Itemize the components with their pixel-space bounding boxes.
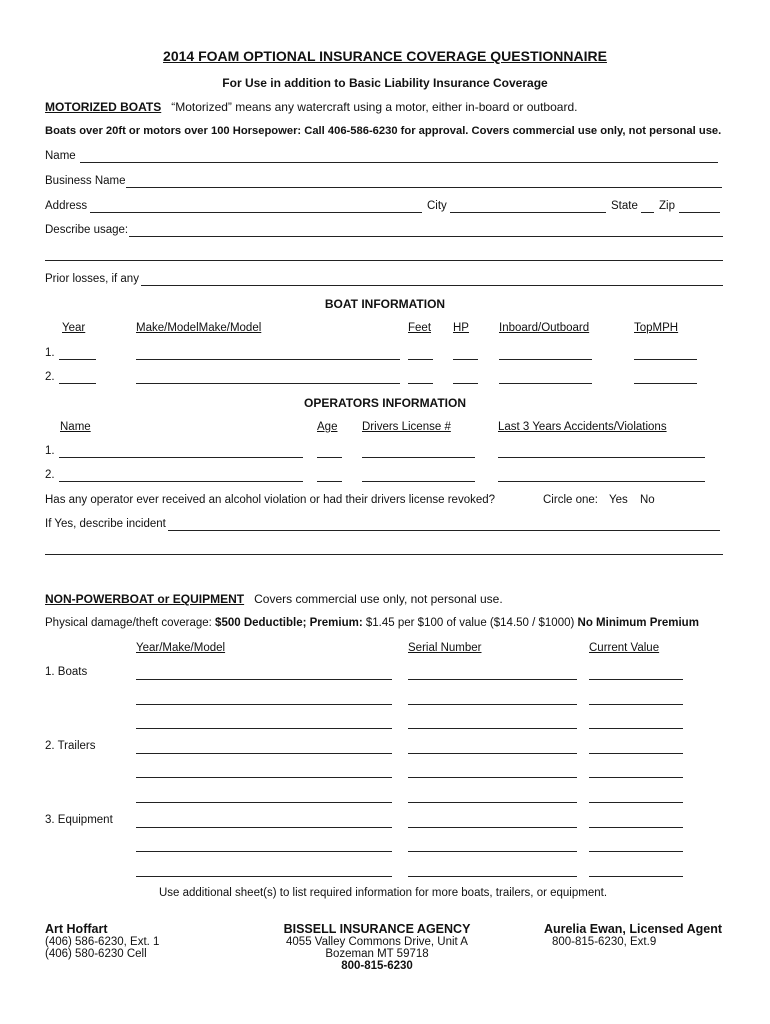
np-group-boats: 1. Boats xyxy=(45,666,88,678)
nonpower-heading: NON-POWERBOAT or EQUIPMENT xyxy=(45,592,245,606)
boat-1-topmph-field[interactable] xyxy=(634,359,697,360)
footer-agency-phone: 800-815-6230 xyxy=(341,960,413,972)
address-label: Address xyxy=(45,200,88,212)
boat-1-inboard-field[interactable] xyxy=(499,359,592,360)
boat-info-heading: BOAT INFORMATION xyxy=(324,297,446,311)
state-label: State xyxy=(611,200,638,212)
boat-row-1-label: 1. xyxy=(45,347,55,359)
boat-2-hp-field[interactable] xyxy=(453,383,478,384)
page-subtitle: For Use in addition to Basic Liability Insurance Coverage xyxy=(222,76,548,90)
prior-losses-field[interactable] xyxy=(141,285,723,286)
usage-field[interactable] xyxy=(129,236,723,237)
incident-field[interactable] xyxy=(168,530,720,531)
boat-2-feet-field[interactable] xyxy=(408,383,433,384)
np-trailers-serial-field-2[interactable] xyxy=(408,777,577,778)
np-equipment-value-field-2[interactable] xyxy=(589,851,683,852)
motorized-notice: Boats over 20ft or motors over 100 Horsepower: Call 406-586-6230 for approval. Covers commercial use only, not personal use. xyxy=(45,125,722,137)
circle-one-label: Circle one: xyxy=(543,494,598,506)
motorized-heading: MOTORIZED BOATS xyxy=(45,100,162,114)
np-group-trailers: 2. Trailers xyxy=(45,740,96,752)
footer-left-phone: (406) 586-6230, Ext. 1 xyxy=(45,936,160,948)
footer-agency-city: Bozeman MT 59718 xyxy=(325,948,429,960)
np-trailers-year-make-model-field-3[interactable] xyxy=(136,802,392,803)
op-1-age-field[interactable] xyxy=(317,457,342,458)
address-field[interactable] xyxy=(90,212,422,213)
usage-label: Describe usage: xyxy=(45,224,129,236)
np-trailers-year-make-model-field-2[interactable] xyxy=(136,777,392,778)
np-equipment-value-field-3[interactable] xyxy=(589,876,683,877)
boat-col-topmph: TopMPH xyxy=(634,322,679,334)
np-equipment-serial-field-3[interactable] xyxy=(408,876,577,877)
boat-2-year-field[interactable] xyxy=(59,383,96,384)
op-col-age: Age xyxy=(317,421,338,433)
incident-field-line-2[interactable] xyxy=(45,554,723,555)
op-col-accidents: Last 3 Years Accidents/Violations xyxy=(498,421,667,433)
footer-left-name: Art Hoffart xyxy=(45,922,108,936)
coverage-rate: $1.45 per $100 of value ($14.50 / $1000) xyxy=(362,617,578,629)
op-row-1-label: 1. xyxy=(45,445,55,457)
coverage-deductible: $500 Deductible; Premium: xyxy=(215,617,363,629)
answer-yes[interactable]: Yes xyxy=(609,494,628,506)
operators-heading: OPERATORS INFORMATION xyxy=(304,396,466,410)
additional-sheets-note: Use additional sheet(s) to list required information for more boats, trailers, or equipment. xyxy=(158,887,608,899)
np-col-serial: Serial Number xyxy=(408,642,482,654)
np-trailers-year-make-model-field-1[interactable] xyxy=(136,753,392,754)
boat-col-year: Year xyxy=(62,322,86,334)
page-title: 2014 FOAM OPTIONAL INSURANCE COVERAGE QUESTIONNAIRE xyxy=(163,48,607,64)
boat-col-make-model: Make/ModelMake/Model xyxy=(136,322,262,334)
np-trailers-value-field-1[interactable] xyxy=(589,753,683,754)
incident-label: If Yes, describe incident xyxy=(45,518,166,530)
state-field[interactable] xyxy=(641,212,654,213)
boat-col-hp: HP xyxy=(453,322,469,334)
np-boats-year-make-model-field-3[interactable] xyxy=(136,728,392,729)
np-boats-value-field-2[interactable] xyxy=(589,704,683,705)
np-trailers-serial-field-3[interactable] xyxy=(408,802,577,803)
boat-1-make-field[interactable] xyxy=(136,359,400,360)
np-boats-value-field-3[interactable] xyxy=(589,728,683,729)
usage-field-line-2[interactable] xyxy=(45,260,723,261)
np-boats-value-field-1[interactable] xyxy=(589,679,683,680)
boat-1-hp-field[interactable] xyxy=(453,359,478,360)
np-col-value: Current Value xyxy=(589,642,660,654)
footer-right-phone: 800-815-6230, Ext.9 xyxy=(552,936,657,948)
alcohol-question: Has any operator ever received an alcohol violation or had their drivers license revoked? xyxy=(45,494,496,506)
motorized-description: “Motorized” means any watercraft using a motor, either in-board or outboard. xyxy=(171,100,578,114)
boat-2-inboard-field[interactable] xyxy=(499,383,592,384)
zip-field[interactable] xyxy=(679,212,720,213)
op-col-license: Drivers License # xyxy=(362,421,451,433)
op-2-name-field[interactable] xyxy=(59,481,303,482)
np-boats-serial-field-2[interactable] xyxy=(408,704,577,705)
business-name-label: Business Name xyxy=(45,175,126,187)
op-2-license-field[interactable] xyxy=(362,481,475,482)
op-2-accidents-field[interactable] xyxy=(498,481,705,482)
np-boats-serial-field-3[interactable] xyxy=(408,728,577,729)
coverage-line xyxy=(45,617,699,629)
prior-losses-label: Prior losses, if any xyxy=(45,273,139,285)
footer-right-name: Aurelia Ewan, Licensed Agent xyxy=(543,922,722,936)
np-group-equipment: 3. Equipment xyxy=(45,814,113,826)
boat-row-2-label: 2. xyxy=(45,371,55,383)
op-1-name-field[interactable] xyxy=(59,457,303,458)
np-boats-year-make-model-field-2[interactable] xyxy=(136,704,392,705)
business-name-field[interactable] xyxy=(126,187,722,188)
op-1-accidents-field[interactable] xyxy=(498,457,705,458)
footer-agency-address: 4055 Valley Commons Drive, Unit A xyxy=(286,936,468,948)
footer-left-cell: (406) 580-6230 Cell xyxy=(45,948,147,960)
motorized-section-header xyxy=(45,100,577,114)
name-field[interactable] xyxy=(80,162,718,163)
np-equipment-year-make-model-field-2[interactable] xyxy=(136,851,392,852)
op-2-age-field[interactable] xyxy=(317,481,342,482)
op-row-2-label: 2. xyxy=(45,469,55,481)
np-trailers-value-field-2[interactable] xyxy=(589,777,683,778)
answer-no[interactable]: No xyxy=(640,494,655,506)
nonpower-description: Covers commercial use only, not personal use. xyxy=(254,592,503,606)
boat-2-topmph-field[interactable] xyxy=(634,383,697,384)
op-1-license-field[interactable] xyxy=(362,457,475,458)
np-boats-year-make-model-field-1[interactable] xyxy=(136,679,392,680)
city-field[interactable] xyxy=(450,212,606,213)
city-label: City xyxy=(427,200,447,212)
boat-col-inboard-outboard: Inboard/Outboard xyxy=(499,322,590,334)
np-equipment-year-make-model-field-1[interactable] xyxy=(136,827,392,828)
coverage-prefix: Physical damage/theft coverage: xyxy=(45,617,216,629)
footer-agency-name: BISSELL INSURANCE AGENCY xyxy=(283,922,471,936)
name-label: Name xyxy=(45,150,76,162)
np-equipment-value-field-1[interactable] xyxy=(589,827,683,828)
boat-1-year-field[interactable] xyxy=(59,359,96,360)
np-boats-serial-field-1[interactable] xyxy=(408,679,577,680)
coverage-no-minimum: No Minimum Premium xyxy=(577,617,699,629)
boat-2-make-field[interactable] xyxy=(136,383,400,384)
np-trailers-serial-field-1[interactable] xyxy=(408,753,577,754)
np-trailers-value-field-3[interactable] xyxy=(589,802,683,803)
np-equipment-serial-field-2[interactable] xyxy=(408,851,577,852)
boat-1-feet-field[interactable] xyxy=(408,359,433,360)
np-equipment-year-make-model-field-3[interactable] xyxy=(136,876,392,877)
np-col-year-make-model: Year/Make/Model xyxy=(136,642,226,654)
zip-label: Zip xyxy=(659,200,675,212)
np-equipment-serial-field-1[interactable] xyxy=(408,827,577,828)
boat-col-feet: Feet xyxy=(408,322,432,334)
nonpower-section-header xyxy=(45,592,503,606)
op-col-name: Name xyxy=(60,421,91,433)
